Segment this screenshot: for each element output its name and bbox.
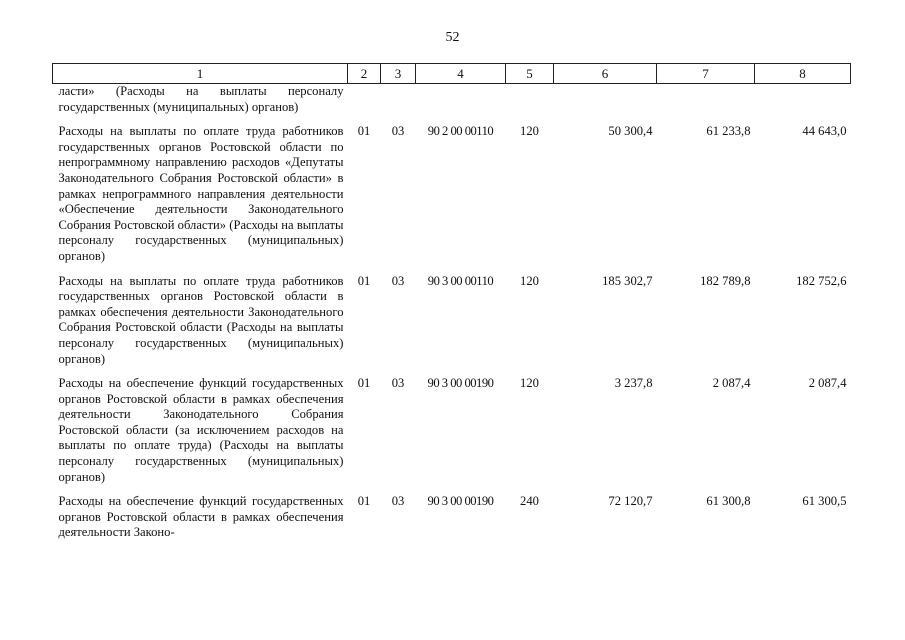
row-target-article: 90 3 00 00110 [427,273,494,288]
table-header-row [53,64,851,84]
row-subsection: 03 [391,376,405,391]
row-amount-year-1: 3 237,8 [614,376,653,391]
row-subsection: 03 [391,494,405,509]
row-expense-type: 240 [520,494,539,509]
header-col-3: 3 [381,64,416,84]
row-section: 01 [357,494,371,509]
row-expense-type: 120 [520,376,539,391]
row-target-article: 90 3 00 00190 [427,494,494,509]
row-subsection: 03 [391,273,405,288]
row-section: 01 [357,273,371,288]
row-amount-year-1: 185 302,7 [602,273,653,288]
row-amount-year-3: 44 643,0 [802,124,847,139]
row-target-article [416,84,506,116]
row-amount-year-2: 2 087,4 [712,376,751,391]
row-subsection: 03 [391,124,405,139]
row-amount-year-2: 182 789,8 [700,273,751,288]
row-amount-year-1: 50 300,4 [608,124,653,139]
header-col-8: 8 [755,64,851,84]
header-col-1: 1 [53,64,348,84]
row-expense-type: 120 [520,273,539,288]
row-amount-year-3: 61 300,5 [802,494,847,509]
row-description: Расходы на обеспечение функций государственных органов Ростовской области в рамках обеспечения деятельности Законо- [58,494,344,540]
row-amount-year-3: 2 087,4 [808,376,847,391]
table-row [53,265,851,368]
page-number: 52 [445,30,460,45]
header-col-7: 7 [657,64,755,84]
table-row [53,367,851,485]
row-description: Расходы на обеспечение функций государственных органов Ростовской области в рамках обеспечения деятельности Законодательного Собрания Ростовской области (за исключением расходов на выплаты по оплате труда) (Расходы на выплаты персоналу государственных (муниципальных) органов) [58,376,344,484]
row-target-article: 90 2 00 00110 [427,124,494,139]
row-subsection [381,84,416,116]
header-col-5: 5 [506,64,554,84]
row-section [348,84,381,116]
row-section: 01 [357,124,371,139]
row-amount-year-2 [657,84,755,116]
row-amount-year-2: 61 233,8 [706,124,751,139]
table-row [53,115,851,264]
row-description: Расходы на выплаты по оплате труда работников государственных органов Ростовской области по непрограммному направлению расходов «Депутаты Законодательного Собрания Ростовской области» в рамках непрограммного направления деятельности «Обеспечение деятельности Законодательного Собрания Ростовской области» (Расходы на выплаты персоналу государственных (муниципальных) органов) [58,124,344,263]
table-row [53,84,851,116]
row-description: ласти» (Расходы на выплаты персоналу государственных (муниципальных) органов) [58,84,344,114]
row-amount-year-1: 72 120,7 [608,494,653,509]
header-col-4: 4 [416,64,506,84]
row-amount-year-3 [755,84,851,116]
row-expense-type: 120 [520,124,539,139]
row-section: 01 [357,376,371,391]
row-amount-year-2: 61 300,8 [706,494,751,509]
row-description: Расходы на выплаты по оплате труда работников государственных органов Ростовской области в рамках обеспечения деятельности Законодательного Собрания Ростовской области (Расходы на выплаты персоналу государственных (муниципальных) органов) [58,273,344,366]
header-col-2: 2 [348,64,381,84]
row-expense-type [506,84,554,116]
row-target-article: 90 3 00 00190 [427,376,494,391]
row-amount-year-1 [554,84,657,116]
budget-table [52,63,851,541]
header-col-6: 6 [554,64,657,84]
row-amount-year-3: 182 752,6 [796,273,847,288]
table-row [53,485,851,541]
